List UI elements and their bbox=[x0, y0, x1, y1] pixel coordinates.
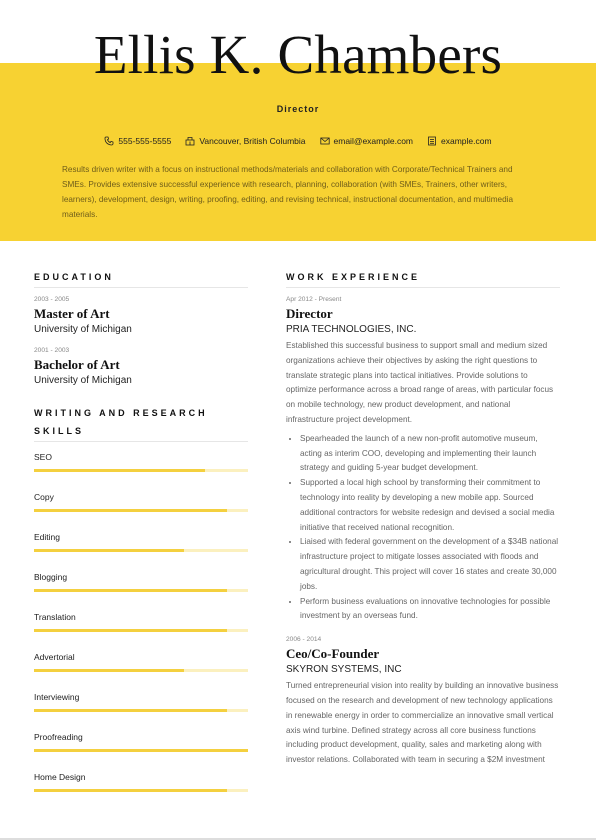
skill-bar-track bbox=[34, 749, 248, 752]
education-heading: EDUCATION bbox=[34, 272, 114, 282]
skill-item bbox=[34, 572, 248, 592]
left-column bbox=[34, 268, 248, 792]
skill-item bbox=[34, 692, 248, 712]
professional-summary: Results driven writer with a focus on instructional methods/materials and collaboration with Corporate/Technical Trainers and SMEs. Provides extensive successful experience with research, planning, collaboration (with SMEs, Trainers, other writers, learners), development, design, writing, proofing, editing, and revising technical, instructional documentation, and multimedia materials. bbox=[62, 165, 514, 219]
website-text: example.com bbox=[441, 136, 492, 146]
skill-bar-track bbox=[34, 589, 248, 592]
education-degree: Master of Art bbox=[34, 306, 110, 321]
skill-name: Interviewing bbox=[34, 692, 80, 702]
skill-bar-fill bbox=[34, 789, 227, 792]
email-icon bbox=[320, 136, 330, 146]
skill-bar-track bbox=[34, 469, 248, 472]
phone-text: 555-555-5555 bbox=[118, 136, 172, 146]
education-degree: Bachelor of Art bbox=[34, 357, 120, 372]
skill-bar-fill bbox=[34, 469, 205, 472]
skill-bar-fill bbox=[34, 669, 184, 672]
skill-name: Blogging bbox=[34, 572, 68, 582]
skill-bar-fill bbox=[34, 749, 248, 752]
job-company: PRIA TECHNOLOGIES, INC. bbox=[286, 324, 417, 335]
job-bullet: • Perform business evaluations on innovative technologies for possible investment by an overseas fund. bbox=[300, 595, 560, 625]
candidate-name: Ellis K. Chambers bbox=[93, 24, 503, 85]
skills-heading: WRITING AND RESEARCH SKILLS bbox=[34, 408, 208, 436]
skill-name: SEO bbox=[34, 452, 52, 462]
website-icon bbox=[427, 136, 437, 146]
skill-bar-fill bbox=[34, 709, 227, 712]
job-title: Director bbox=[276, 104, 320, 114]
skills-list bbox=[34, 452, 248, 792]
skill-bar-track bbox=[34, 709, 248, 712]
contact-phone[interactable] bbox=[104, 136, 171, 146]
job-entry bbox=[286, 296, 560, 624]
skill-item bbox=[34, 772, 248, 792]
job-bullet: • Supported a local high school by transforming their commitment to technology into reality by developing a new mobile app. Sourced additional contractors for website redesign and devised a social media initiative that received national recognition. bbox=[300, 476, 560, 535]
education-school: University of Michigan bbox=[34, 324, 132, 335]
skill-name: Proofreading bbox=[34, 732, 83, 742]
job-position: Ceo/Co-Founder bbox=[286, 646, 380, 662]
skill-bar-track bbox=[34, 549, 248, 552]
divider bbox=[34, 287, 248, 288]
education-school: University of Michigan bbox=[34, 375, 132, 386]
skill-name: Editing bbox=[34, 532, 60, 542]
contact-website[interactable] bbox=[427, 136, 492, 146]
skill-bar-fill bbox=[34, 589, 227, 592]
skill-bar-fill bbox=[34, 629, 227, 632]
job-entry bbox=[286, 636, 560, 768]
skill-item bbox=[34, 732, 248, 752]
job-company: SKYRON SYSTEMS, INC bbox=[286, 664, 402, 676]
skill-bar-track bbox=[34, 509, 248, 512]
divider bbox=[34, 441, 248, 442]
skill-name: Advertorial bbox=[34, 652, 75, 662]
skill-bar-track bbox=[34, 789, 248, 792]
job-dates: Apr 2012 - Present bbox=[286, 296, 342, 303]
education-dates: 2003 - 2005 bbox=[34, 296, 70, 303]
location-text: Vancouver, British Columbia bbox=[199, 136, 306, 146]
job-bullet: • Spearheaded the launch of a new non-profit automotive museum, acting as interim COO, developing and implementing their launch strategy and guiding 5-year budget development. bbox=[300, 432, 560, 476]
experience-heading: WORK EXPERIENCE bbox=[286, 272, 421, 282]
skill-bar-track bbox=[34, 629, 248, 632]
location-icon bbox=[185, 136, 195, 146]
contact-email[interactable] bbox=[320, 136, 414, 146]
job-bullet: • Liaised with federal government on the development of a $34B national infrastructure project to mitigate losses associated with floods and agricultural drought. This project will cover 16 states and create 30,000 jobs. bbox=[300, 535, 560, 594]
education-dates: 2001 - 2003 bbox=[34, 347, 70, 354]
skill-item bbox=[34, 452, 248, 472]
skill-bar-fill bbox=[34, 509, 227, 512]
skill-item bbox=[34, 612, 248, 632]
skill-item bbox=[34, 652, 248, 672]
contact-row bbox=[0, 136, 596, 146]
skill-item bbox=[34, 532, 248, 552]
right-column bbox=[286, 268, 560, 768]
contact-location[interactable] bbox=[185, 136, 305, 146]
job-position: Director bbox=[286, 306, 333, 321]
job-description: Established this successful business to support small and medium sized organizations achieve their objectives by asking the right questions to translate strategic plans into tactical initiatives. Provide solutions to optimize performance across a broad range of areas, with particular focus on mobile technology, new product development, and national infrastructure project development. bbox=[286, 341, 554, 424]
skill-bar-fill bbox=[34, 549, 184, 552]
phone-icon bbox=[104, 136, 114, 146]
email-text: email@example.com bbox=[333, 136, 414, 146]
education-item bbox=[34, 347, 248, 386]
job-dates: 2006 - 2014 bbox=[286, 636, 322, 644]
skill-bar-track bbox=[34, 669, 248, 672]
skill-name: Home Design bbox=[34, 772, 86, 782]
job-bullets bbox=[286, 432, 560, 624]
skill-item bbox=[34, 492, 248, 512]
job-description: Turned entrepreneurial vision into reality by building an innovative business focused on the research and development of new technology applications in renewable energy in order to commercialize an innovative small vertical axis wind turbine. Defined strategy across all core business functions including product development, quality, sales and marketing along with investor relations. Collaborated with team in securing a $2M investment bbox=[286, 681, 559, 765]
divider bbox=[286, 287, 560, 288]
skill-name: Copy bbox=[34, 492, 54, 502]
education-item bbox=[34, 296, 248, 335]
skill-name: Translation bbox=[34, 612, 76, 622]
